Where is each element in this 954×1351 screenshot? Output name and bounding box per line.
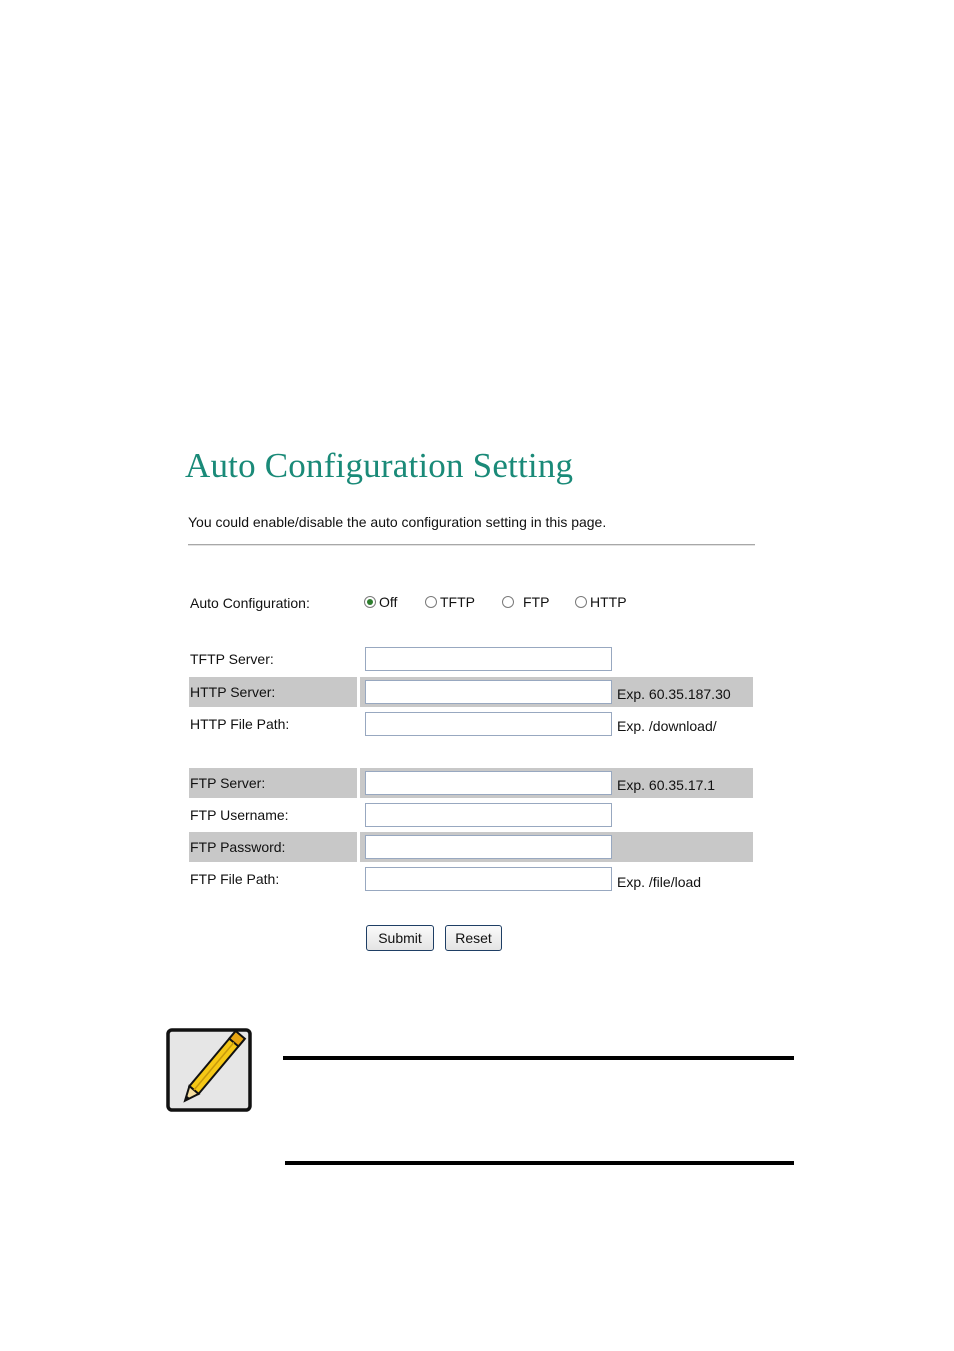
submit-button[interactable]: Submit [366, 925, 434, 951]
ftp-file-path-input[interactable] [365, 867, 612, 891]
http-file-path-hint: Exp. /download/ [617, 718, 717, 734]
http-server-input[interactable] [365, 680, 612, 704]
tftp-server-label: TFTP Server: [190, 651, 274, 667]
ftp-password-label: FTP Password: [190, 839, 286, 855]
page-title: Auto Configuration Setting [185, 446, 574, 485]
http-file-path-label: HTTP File Path: [190, 716, 290, 732]
radio-tftp[interactable] [425, 594, 475, 610]
radio-http-indicator[interactable] [575, 596, 587, 608]
ftp-server-hint: Exp. 60.35.17.1 [617, 777, 716, 793]
ftp-server-label: FTP Server: [190, 775, 266, 791]
note-bottom-rule [285, 1161, 794, 1165]
ftp-file-path-label: FTP File Path: [190, 871, 280, 887]
ftp-server-input[interactable] [365, 771, 612, 795]
radio-off[interactable] [364, 594, 397, 610]
radio-ftp-label: FTP [523, 594, 550, 610]
ftp-username-label: FTP Username: [190, 807, 289, 823]
page-description: You could enable/disable the auto configuration setting in this page. [188, 514, 607, 530]
radio-http-label: HTTP [590, 594, 627, 610]
ftp-file-path-hint: Exp. /file/load [617, 874, 702, 890]
pencil-note-icon [164, 1018, 264, 1114]
ftp-password-input[interactable] [365, 835, 612, 859]
note-top-rule [283, 1056, 794, 1060]
radio-ftp[interactable] [502, 594, 549, 610]
radio-http[interactable] [575, 594, 627, 610]
radio-tftp-indicator[interactable] [425, 596, 437, 608]
tftp-server-input[interactable] [365, 647, 612, 671]
auto-config-label: Auto Configuration: [190, 595, 310, 611]
http-file-path-input[interactable] [365, 712, 612, 736]
radio-tftp-label: TFTP [440, 594, 475, 610]
ftp-username-input[interactable] [365, 803, 612, 827]
reset-button[interactable]: Reset [445, 925, 502, 951]
radio-off-label: Off [379, 594, 398, 610]
divider [188, 544, 755, 546]
radio-off-indicator[interactable] [364, 596, 376, 608]
http-server-hint: Exp. 60.35.187.30 [617, 686, 731, 702]
radio-ftp-indicator[interactable] [502, 596, 514, 608]
http-server-label: HTTP Server: [190, 684, 276, 700]
